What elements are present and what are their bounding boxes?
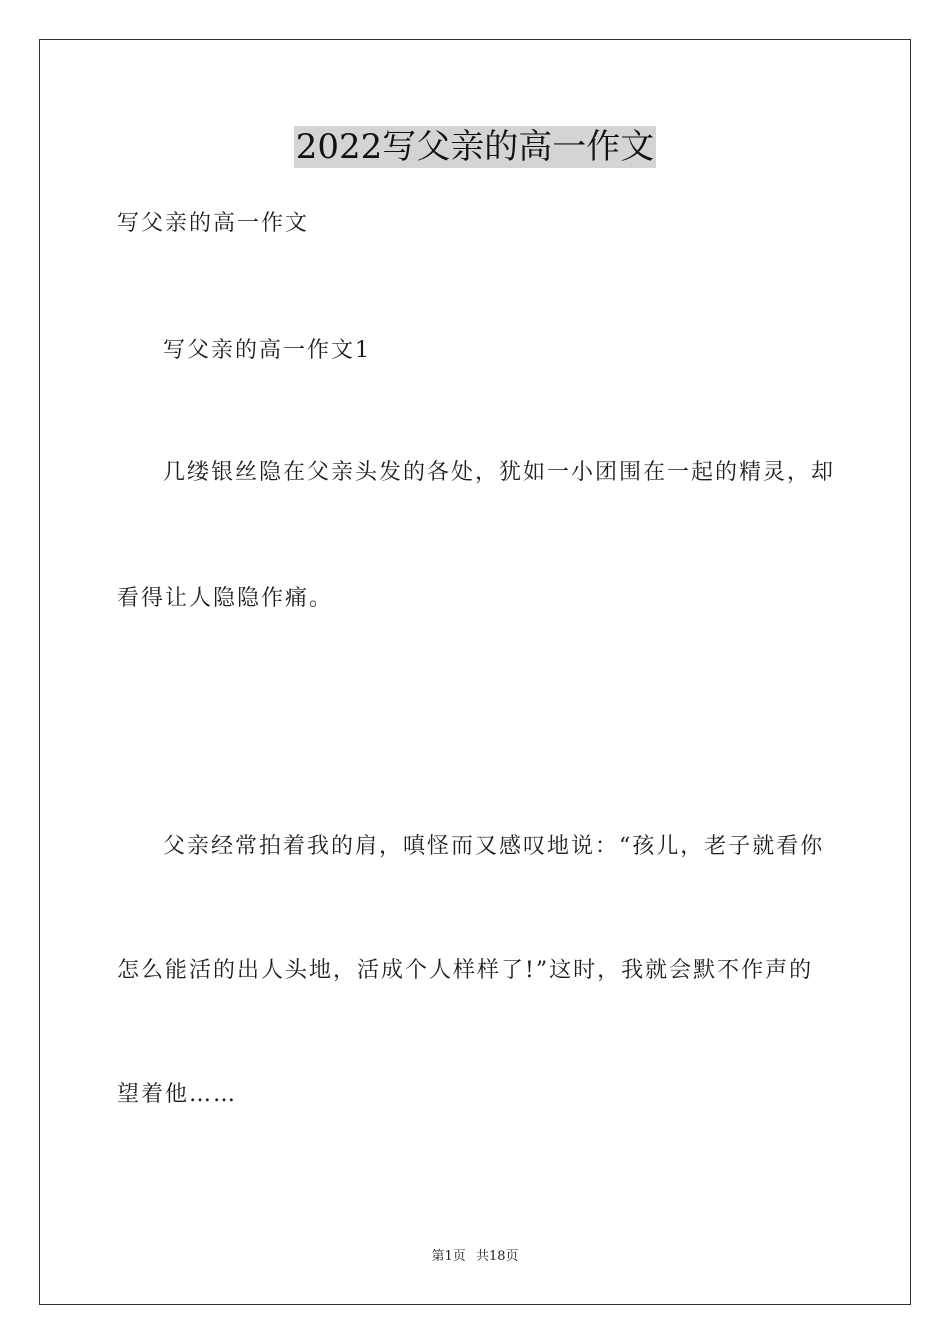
page-footer <box>0 1248 950 1266</box>
paragraph-1-line-1: 几缕银丝隐在父亲头发的各处，犹如一小团围在一起的精灵，却 <box>163 460 836 485</box>
section-heading: 写父亲的高一作文1 <box>163 338 371 363</box>
paragraph-2-line-2: 怎么能活的出人头地，活成个人样样了!”这时，我就会默不作声的 <box>117 958 814 983</box>
document-title: 2022写父亲的高一作文 <box>295 127 655 167</box>
paragraph-2-line-1: 父亲经常拍着我的肩，嗔怪而又感叹地说：“孩儿，老子就看你 <box>163 834 825 859</box>
paragraph-2-line-3: 望着他…… <box>117 1082 238 1107</box>
page-number: 第1页 <box>431 1249 466 1264</box>
title-container <box>0 126 950 168</box>
paragraph-1-line-2: 看得让人隐隐作痛。 <box>117 586 334 611</box>
page-total: 共18页 <box>475 1249 519 1264</box>
document-subtitle: 写父亲的高一作文 <box>117 211 310 236</box>
